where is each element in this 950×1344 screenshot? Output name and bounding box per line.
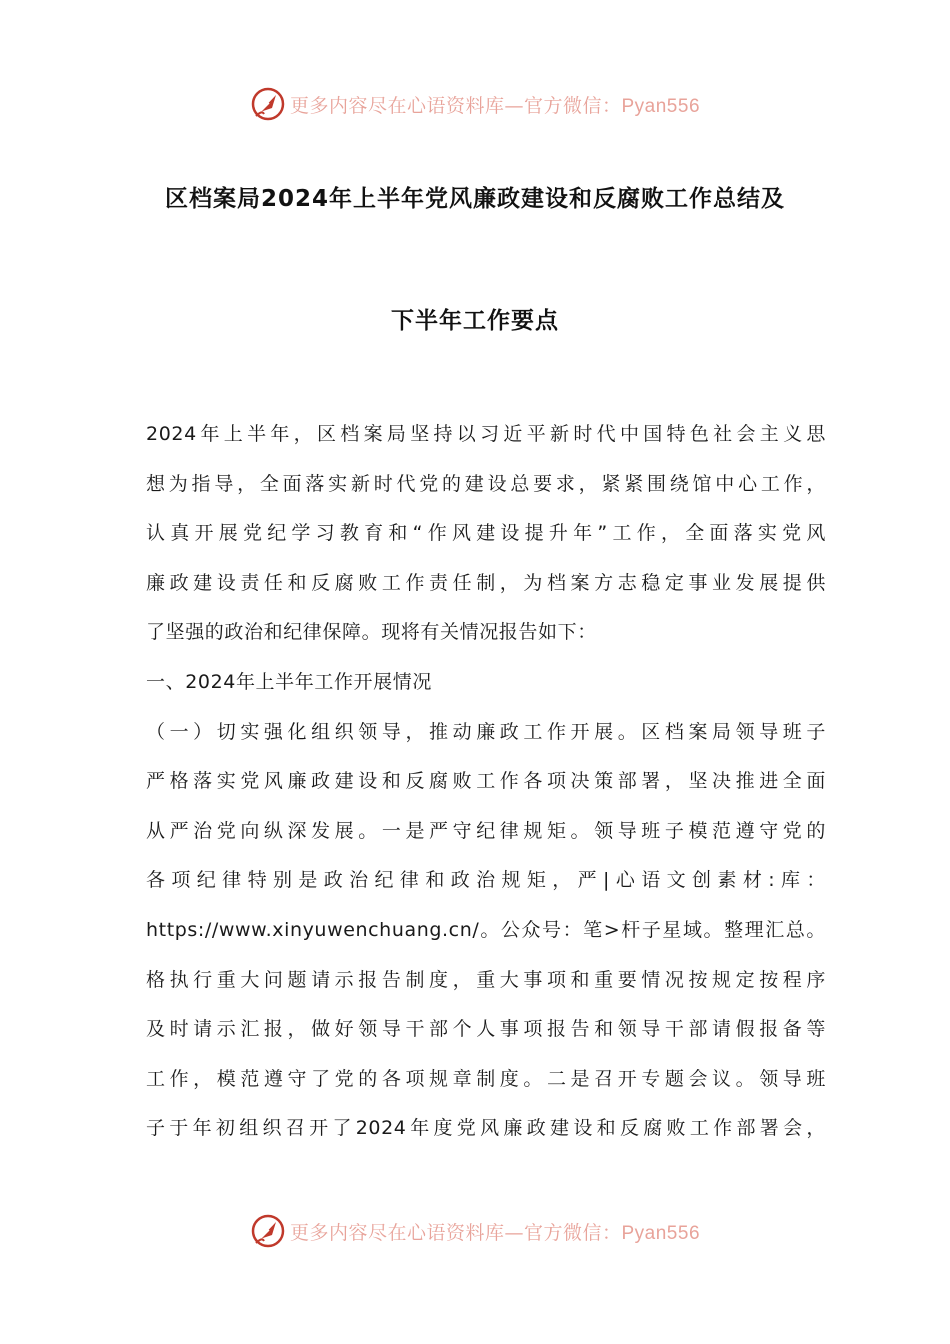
banner-text: 更多内容尽在心语资料库—官方微信：Pyan556 xyxy=(289,94,701,117)
header-banner xyxy=(0,84,950,124)
body-line: 严格落实党风廉政建设和反腐败工作各项决策部署，坚决推进全面 xyxy=(146,770,826,793)
body-line: 从严治党向纵深发展。一是严守纪律规矩。领导班子模范遵守党的 xyxy=(146,819,826,842)
quill-logo-icon xyxy=(250,1213,286,1249)
body-line: 想为指导，全面落实新时代党的建设总要求，紧紧围绕馆中心工作， xyxy=(146,472,826,495)
body-line: 工作，模范遵守了党的各项规章制度。二是召开专题会议。领导班 xyxy=(146,1067,826,1090)
body-line-url: https://www.xinyuwenchuang.cn/。公众号：笔>杆子星域。整理汇总。 xyxy=(146,918,826,941)
wechat-id: Pyan556 xyxy=(621,1222,701,1244)
body-line: 子于年初组织召开了2024年度党风廉政建设和反腐败工作部署会， xyxy=(146,1117,826,1140)
wechat-id: Pyan556 xyxy=(621,95,701,117)
document-body xyxy=(146,414,826,1158)
body-line: （一）切实强化组织领导，推动廉政工作开展。区档案局领导班子 xyxy=(146,720,826,743)
body-line: 廉政建设责任和反腐败工作责任制，为档案方志稳定事业发展提供 xyxy=(146,571,826,594)
footer-banner xyxy=(0,1211,950,1251)
document-title-line-2: 下半年工作要点 xyxy=(391,308,559,334)
body-line: 格执行重大问题请示报告制度，重大事项和重要情况按规定按程序 xyxy=(146,968,826,991)
document-title-line-1: 区档案局2024年上半年党风廉政建设和反腐败工作总结及 xyxy=(164,186,785,212)
body-line: 及时请示汇报，做好领导干部个人事项报告和领导干部请假报备等 xyxy=(146,1018,826,1041)
body-line: 了坚强的政治和纪律保障。现将有关情况报告如下： xyxy=(146,621,597,644)
banner-text: 更多内容尽在心语资料库—官方微信：Pyan556 xyxy=(289,1221,701,1244)
quill-logo-icon xyxy=(250,86,286,122)
section-heading: 一、2024年上半年工作开展情况 xyxy=(146,670,432,693)
body-line: 各项纪律特别是政治纪律和政治规矩，严|心语文创素材:库： xyxy=(146,869,826,892)
body-line: 认真开展党纪学习教育和“作风建设提升年”工作，全面落实党风 xyxy=(146,522,826,545)
body-line: 2024年上半年，区档案局坚持以习近平新时代中国特色社会主义思 xyxy=(146,423,826,445)
